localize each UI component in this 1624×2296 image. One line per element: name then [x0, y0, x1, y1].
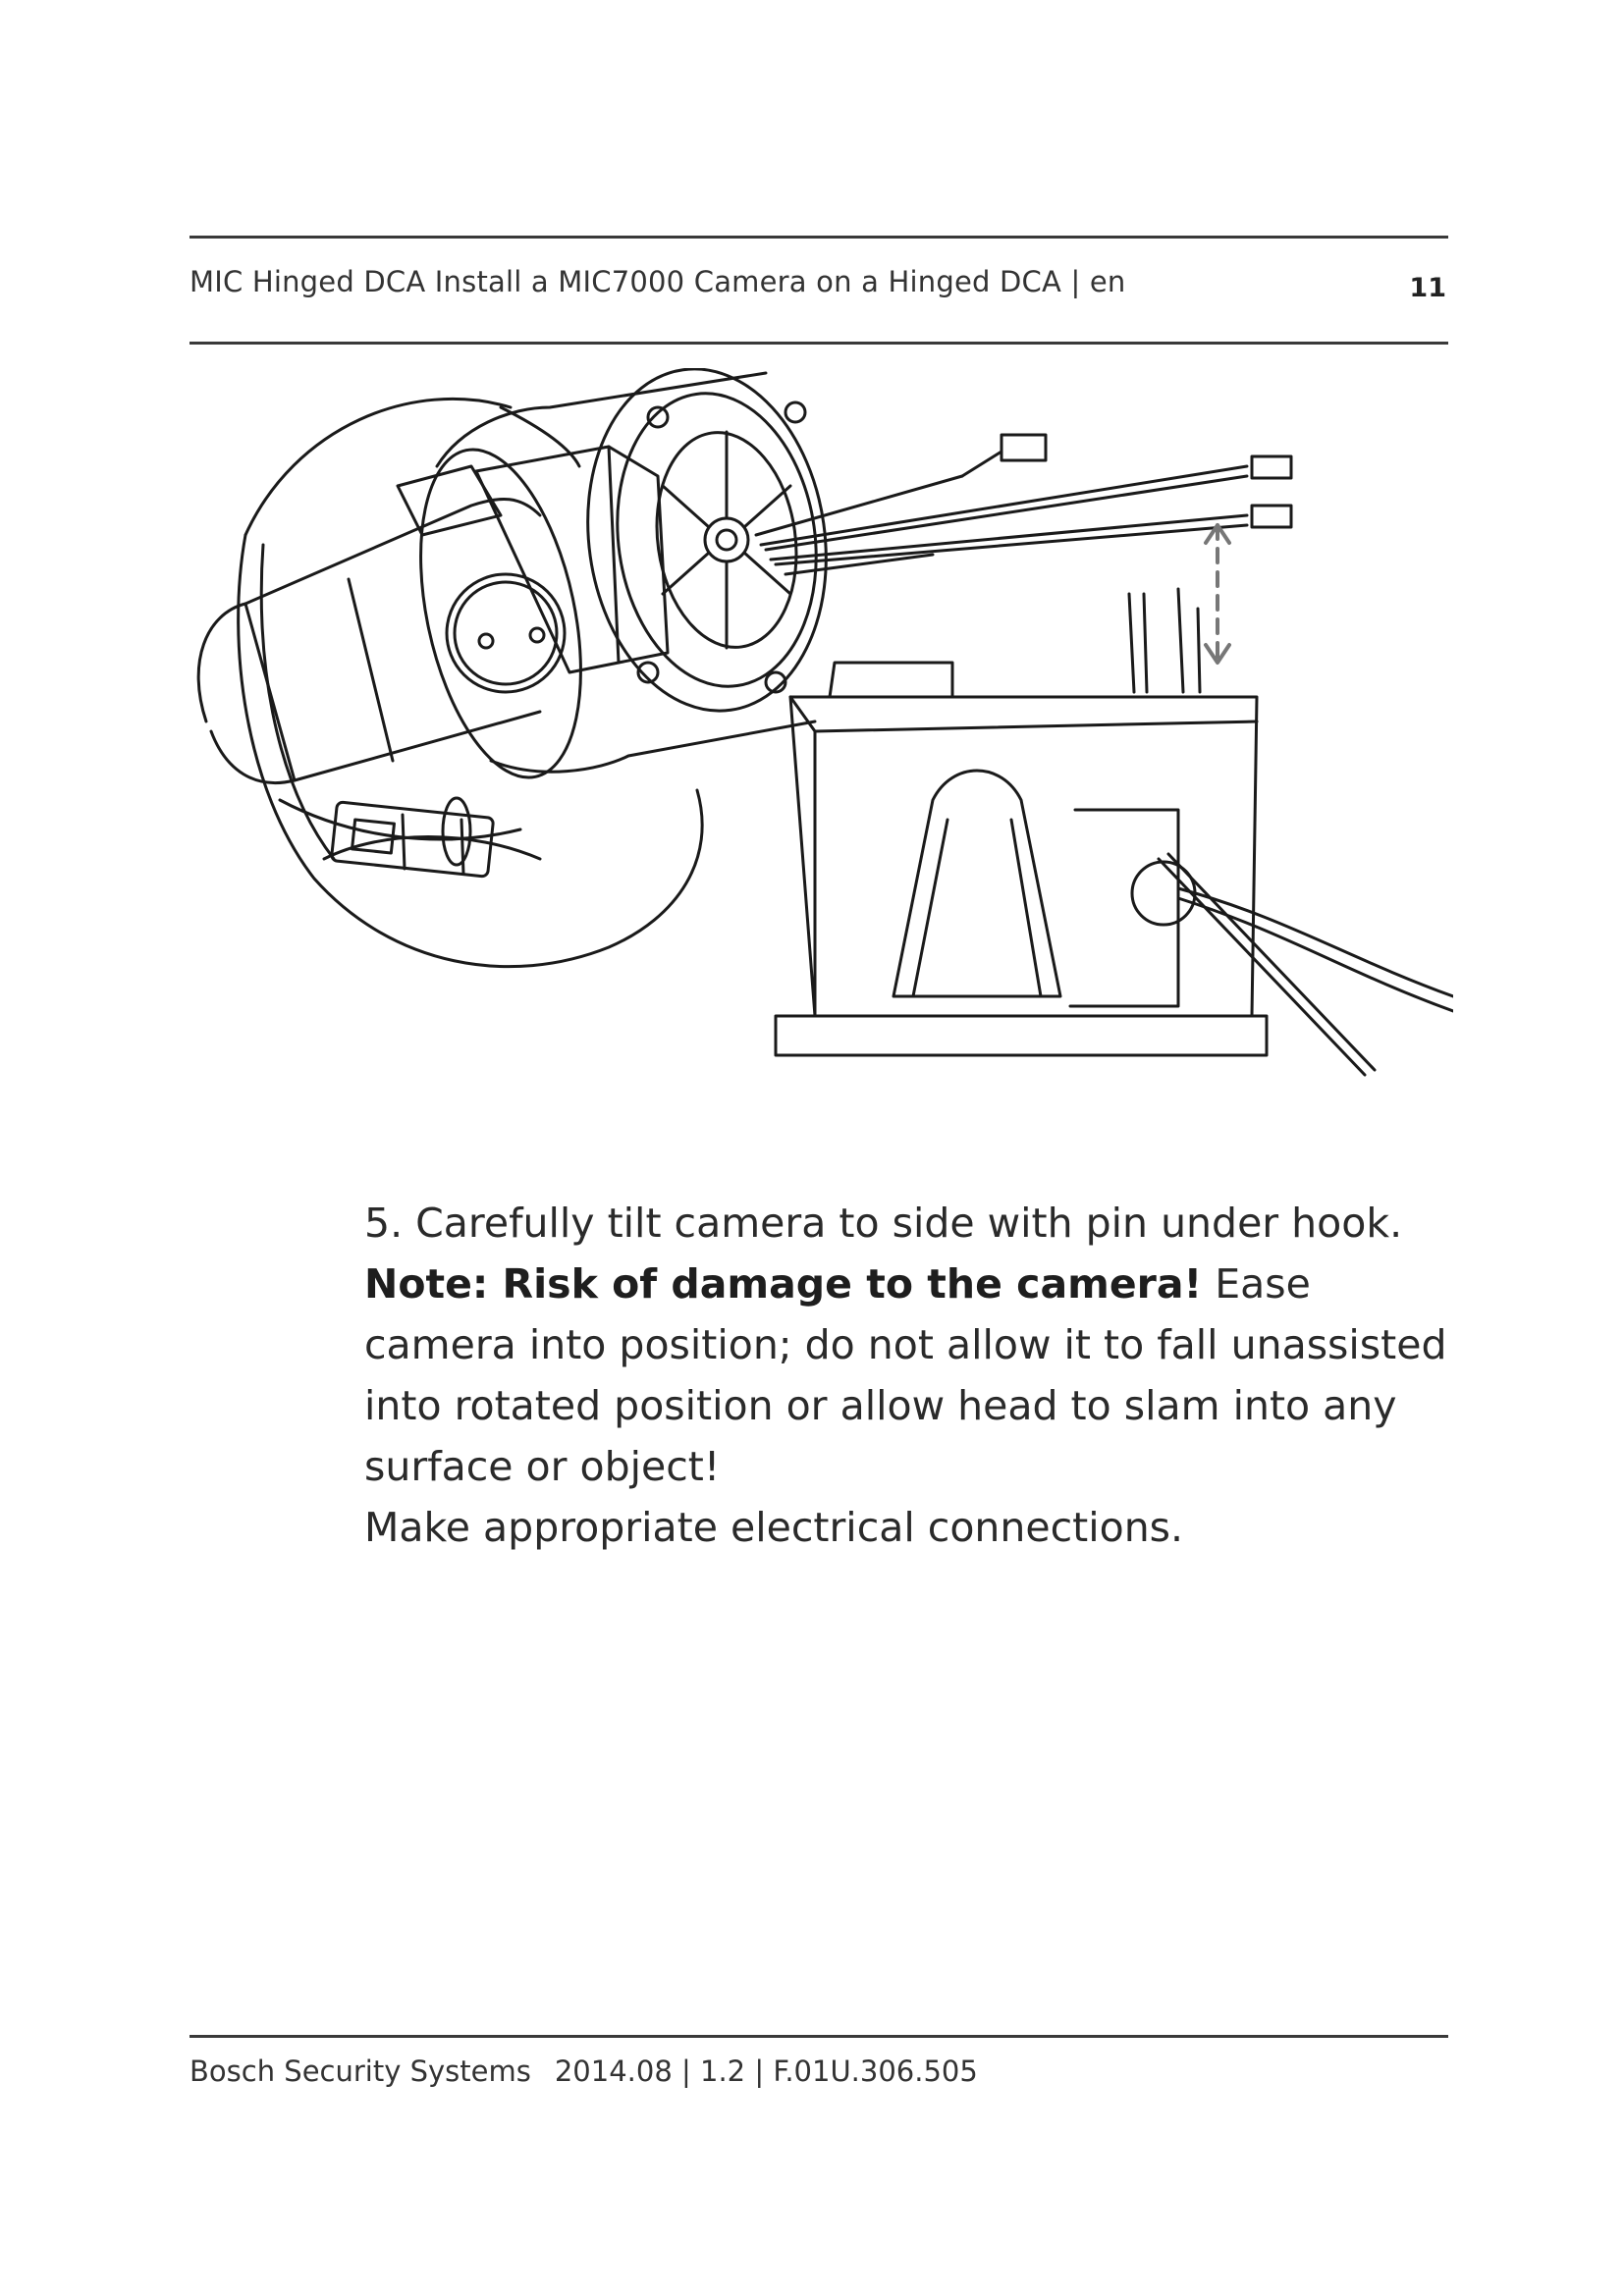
footer-rule	[189, 2035, 1448, 2038]
wiring-icon	[756, 435, 1291, 574]
note-paragraph	[364, 1254, 1464, 1497]
note-text: Ease camera into position; do not allow it to fall unassisted into rotated position or allow head to slam into any surface or object!	[364, 1260, 1447, 1490]
footer	[189, 2055, 978, 2088]
footer-doc-info: 2014.08 | 1.2 | F.01U.306.505	[554, 2055, 978, 2088]
page-number: 11	[1409, 273, 1446, 303]
mount-base-icon	[776, 663, 1453, 1075]
camera-dome-icon	[239, 399, 702, 966]
note-label: Note: Risk of damage to the camera!	[364, 1260, 1203, 1308]
camera-installation-illustration-icon	[187, 368, 1453, 1173]
instruction-block	[364, 1193, 1464, 1558]
flange-icon	[567, 368, 847, 726]
header-top-rule	[189, 236, 1448, 239]
running-header: MIC Hinged DCA Install a MIC7000 Camera on a Hinged DCA | en	[189, 265, 1126, 298]
step-5-text: 5. Carefully tilt camera to side with pin under hook.	[364, 1200, 1403, 1247]
header-bottom-rule	[189, 342, 1448, 345]
action-text: Make appropriate electrical connections.	[364, 1504, 1184, 1551]
vertical-motion-arrow-icon	[1206, 525, 1229, 663]
footer-company: Bosch Security Systems	[189, 2055, 531, 2088]
